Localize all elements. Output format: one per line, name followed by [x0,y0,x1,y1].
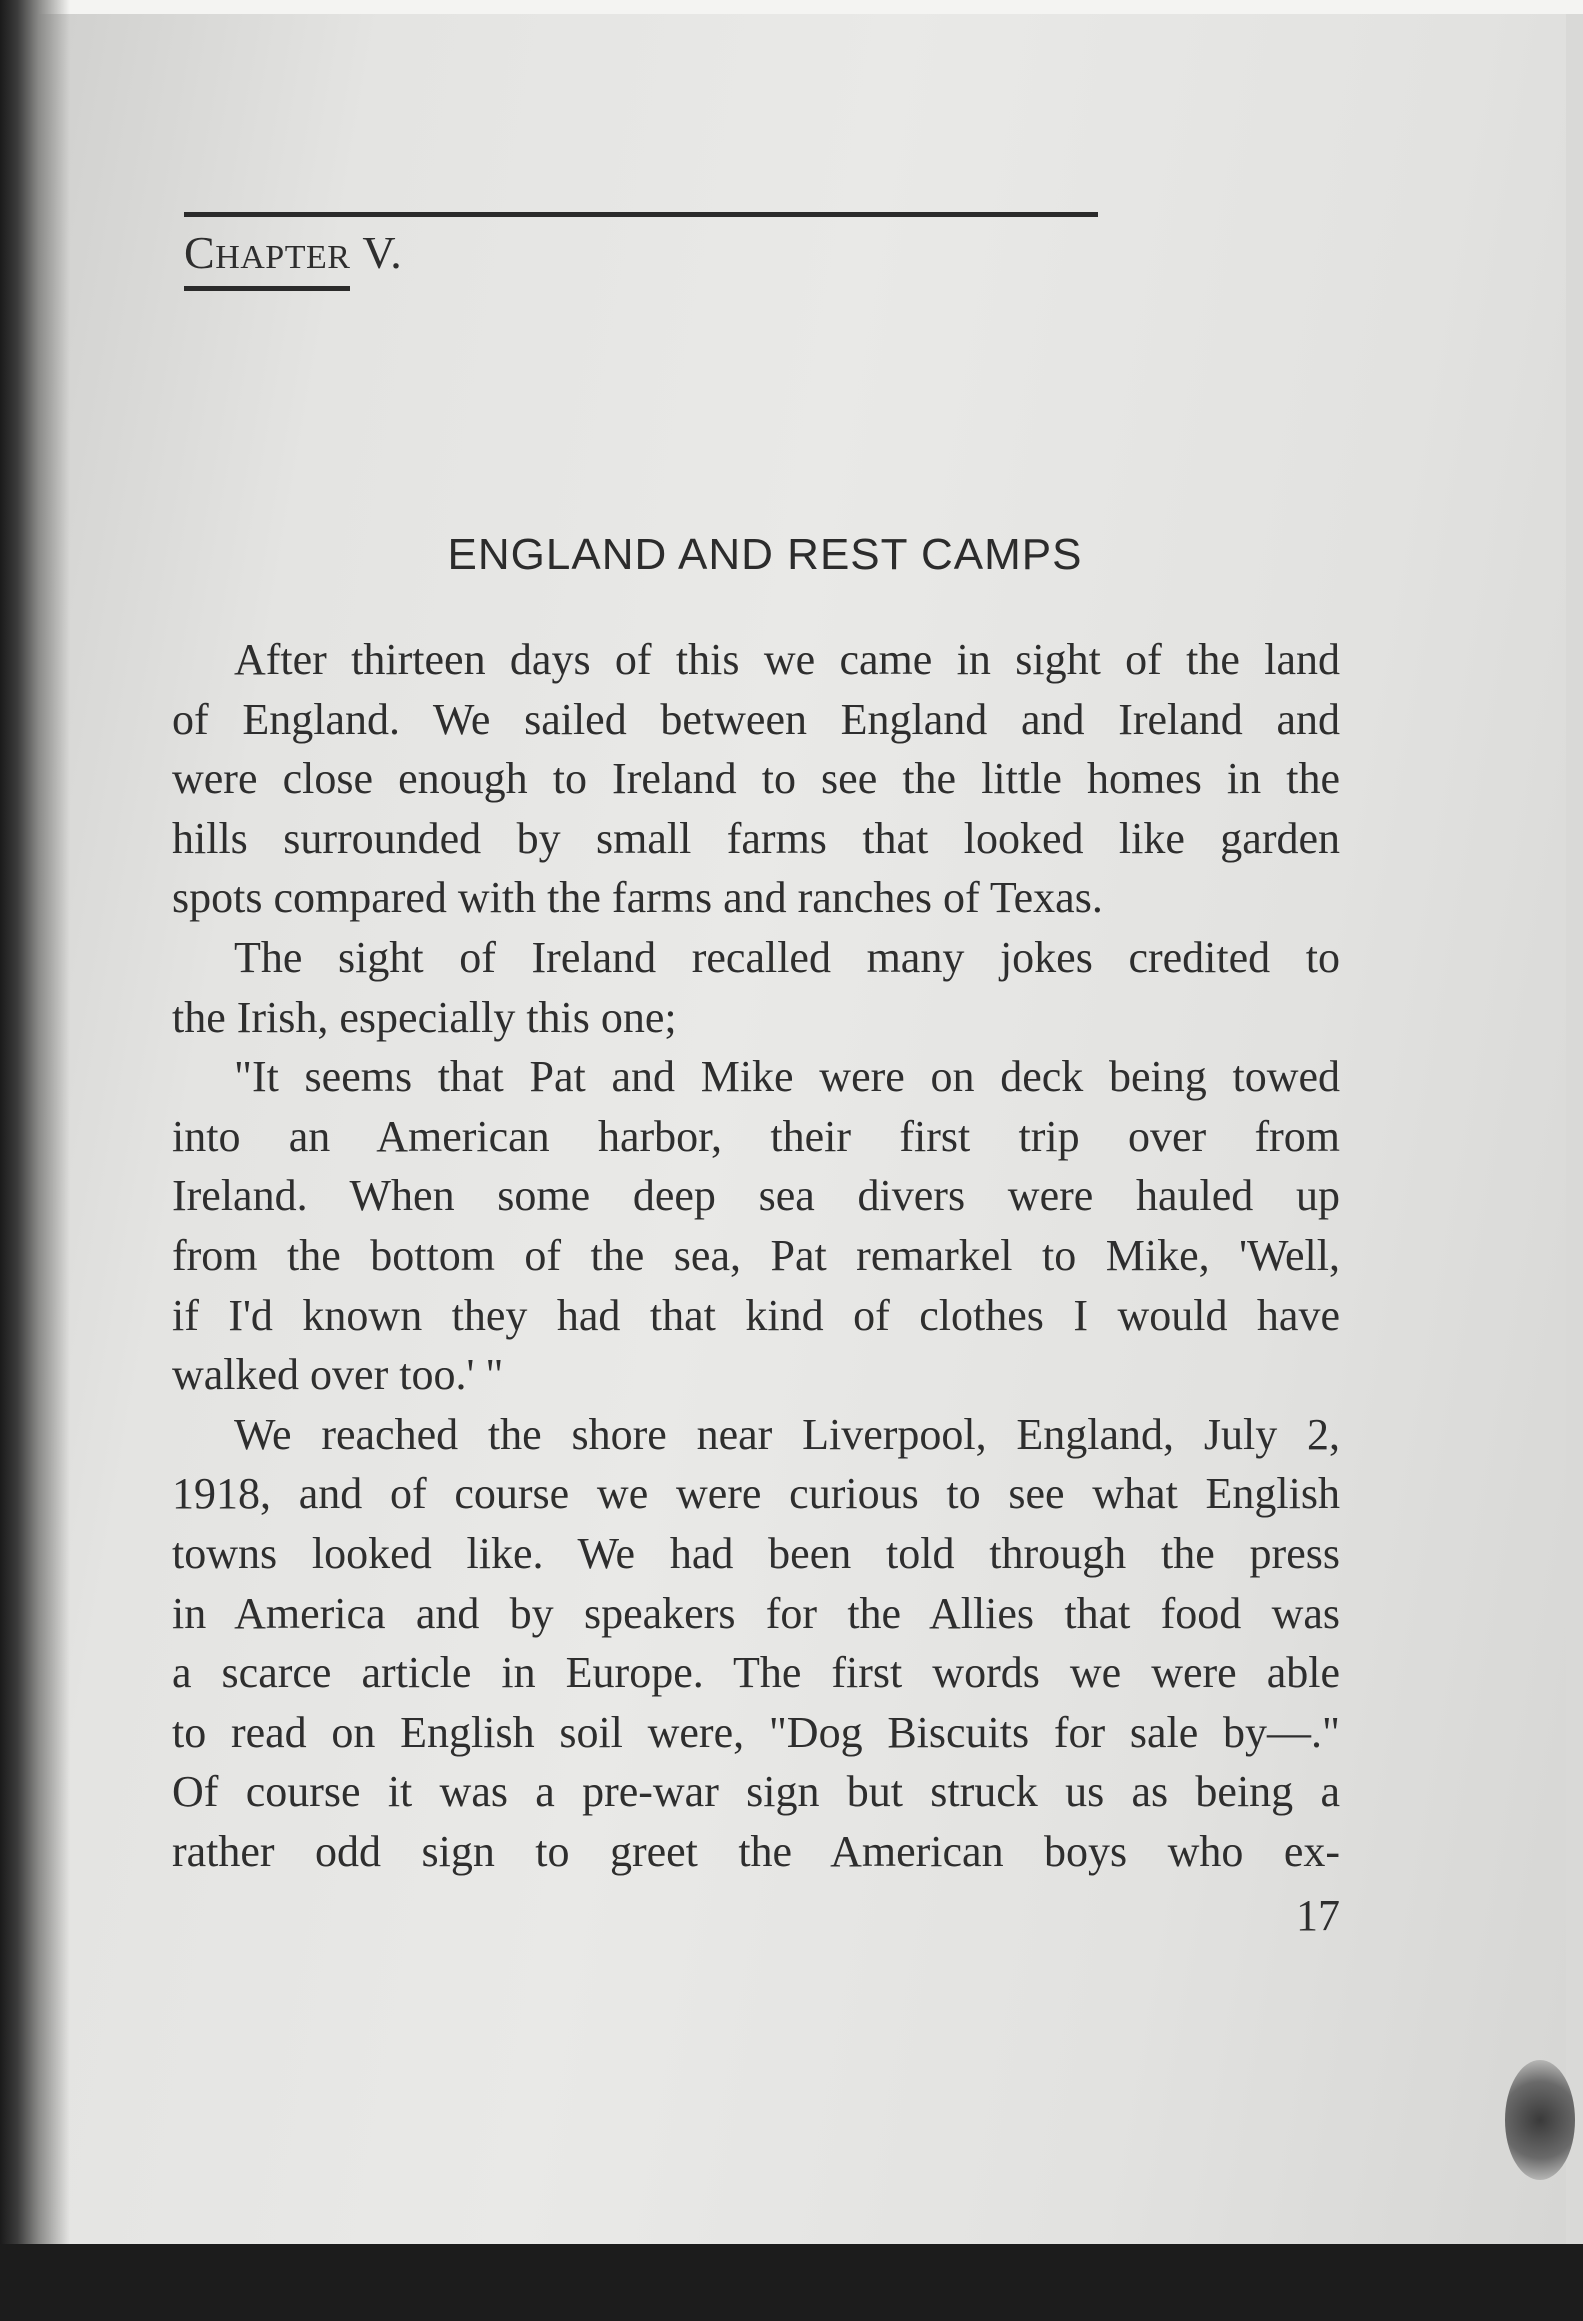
text-line: The sight of Ireland recalled many jokes credited to [234,932,1340,982]
text-line: a scarce article in Europe. The first words we were able [172,1648,1340,1698]
chapter-first-letter: C [184,227,216,278]
text-line: walked over too.' " [172,1350,504,1400]
text-line: in America and by speakers for the Allies that food was [172,1588,1340,1638]
text-line: from the bottom of the sea, Pat remarkel to Mike, 'Well, [172,1230,1340,1280]
text-line: Of course it was a pre-war sign but struck us as being a [172,1767,1340,1817]
scan-bottom-band [0,2244,1583,2321]
text-line: to read on English soil were, "Dog Biscuits for sale by—." [172,1707,1340,1757]
thumb-shadow [1505,2060,1575,2180]
text-line: hills surrounded by small farms that looked like garden [172,813,1340,863]
text-line: the Irish, especially this one; [172,992,677,1042]
text-line: of England. We sailed between England and Ireland and [172,694,1340,744]
chapter-top-rule [184,212,1098,217]
text-line: if I'd known they had that kind of clothes I would have [172,1290,1340,1340]
chapter-numeral: V. [362,227,403,278]
text-line: Ireland. When some deep sea divers were hauled up [172,1171,1340,1221]
text-line: were close enough to Ireland to see the little homes in the [172,754,1340,804]
text-line: After thirteen days of this we came in sight of the land [234,635,1340,684]
text-line: spots compared with the farms and ranches of Texas. [172,873,1103,923]
text-line: rather odd sign to greet the American boys who ex- [172,1826,1340,1876]
text-line: into an American harbor, their first trip over from [172,1111,1340,1161]
text-line: We reached the shore near Liverpool, England, July 2, [234,1409,1340,1459]
page-number: 17 [1296,1891,1340,1940]
body-text [172,630,1340,1881]
page-top-edge [38,0,1583,14]
chapter-heading [184,226,402,279]
binding-shadow [0,0,70,2321]
text-line: "It seems that Pat and Mike were on deck being towed [234,1052,1340,1102]
text-line: 1918, and of course we were curious to see what English [172,1469,1340,1519]
text-line: towns looked like. We had been told through the press [172,1528,1340,1578]
section-title: ENGLAND AND REST CAMPS [447,530,1083,579]
chapter-underline [184,286,350,291]
chapter-word-smallcaps: HAPTER [215,239,351,276]
